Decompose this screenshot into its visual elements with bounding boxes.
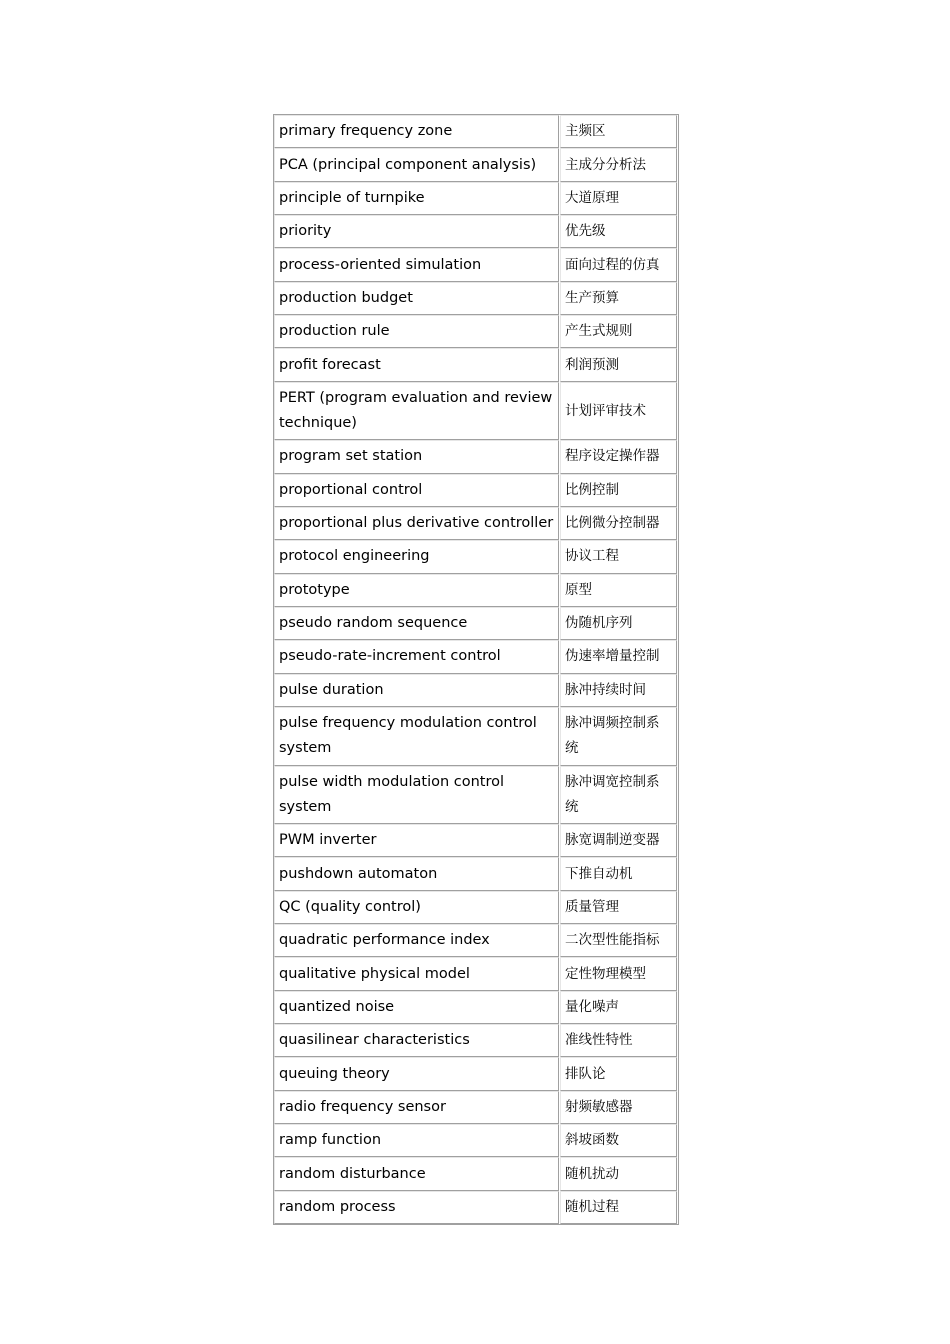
table-row [274,1191,678,1224]
table-row [274,707,678,766]
term-chinese: 准线性特性 [560,1024,677,1057]
term-english: pseudo-rate-increment control [274,640,559,673]
term-english: profit forecast [274,348,559,381]
term-chinese: 优先级 [560,215,677,248]
term-chinese: 射频敏感器 [560,1091,677,1124]
glossary-table [273,114,679,1225]
term-chinese: 利润预测 [560,348,677,381]
table-row [274,507,678,540]
term-chinese: 面向过程的仿真 [560,248,677,281]
term-chinese: 大道原理 [560,182,677,215]
term-english: radio frequency sensor [274,1091,559,1124]
term-english: QC (quality control) [274,891,559,924]
term-chinese: 随机扰动 [560,1157,677,1190]
term-english: priority [274,215,559,248]
term-chinese: 主成分分析法 [560,148,677,181]
term-chinese: 斜坡函数 [560,1124,677,1157]
table-row [274,607,678,640]
term-english: ramp function [274,1124,559,1157]
term-chinese: 伪速率增量控制 [560,640,677,673]
term-english: random disturbance [274,1157,559,1190]
term-english: quasilinear characteristics [274,1024,559,1057]
term-chinese: 二次型性能指标 [560,924,677,957]
term-chinese: 随机过程 [560,1191,677,1224]
term-english: principle of turnpike [274,182,559,215]
table-row [274,674,678,707]
term-chinese: 脉冲调频控制系统 [560,707,677,766]
term-chinese: 主频区 [560,115,677,148]
table-row [274,282,678,315]
table-row [274,640,678,673]
table-row [274,115,678,148]
term-chinese: 程序设定操作器 [560,440,677,473]
term-chinese: 原型 [560,574,677,607]
table-row [274,891,678,924]
term-english: process-oriented simulation [274,248,559,281]
table-row [274,248,678,281]
term-english: prototype [274,574,559,607]
term-chinese: 排队论 [560,1057,677,1090]
table-row [274,348,678,381]
table-row [274,1024,678,1057]
term-english: proportional plus derivative controller [274,507,559,540]
term-english: PERT (program evaluation and review technique) [274,382,559,441]
term-english: queuing theory [274,1057,559,1090]
table-row [274,315,678,348]
term-english: program set station [274,440,559,473]
term-chinese: 脉宽调制逆变器 [560,824,677,857]
term-chinese: 脉冲持续时间 [560,674,677,707]
table-row [274,857,678,890]
table-row [274,766,678,825]
term-english: random process [274,1191,559,1224]
table-row [274,540,678,573]
term-english: quadratic performance index [274,924,559,957]
table-row [274,1057,678,1090]
table-row [274,991,678,1024]
table-row [274,824,678,857]
table-row [274,474,678,507]
table-row [274,148,678,181]
term-chinese: 下推自动机 [560,857,677,890]
term-english: pulse frequency modulation control system [274,707,559,766]
term-english: production rule [274,315,559,348]
table-row [274,574,678,607]
table-row [274,182,678,215]
term-chinese: 产生式规则 [560,315,677,348]
term-english: PWM inverter [274,824,559,857]
term-chinese: 定性物理模型 [560,957,677,990]
term-english: pulse width modulation control system [274,766,559,825]
term-english: qualitative physical model [274,957,559,990]
term-english: pulse duration [274,674,559,707]
term-chinese: 比例控制 [560,474,677,507]
term-english: quantized noise [274,991,559,1024]
term-chinese: 生产预算 [560,282,677,315]
table-row [274,440,678,473]
term-chinese: 脉冲调宽控制系统 [560,766,677,825]
table-row [274,1157,678,1190]
term-chinese: 量化噪声 [560,991,677,1024]
term-chinese: 比例微分控制器 [560,507,677,540]
term-english: primary frequency zone [274,115,559,148]
table-row [274,1091,678,1124]
table-row [274,215,678,248]
term-english: PCA (principal component analysis) [274,148,559,181]
term-english: pushdown automaton [274,857,559,890]
table-row [274,382,678,441]
term-chinese: 质量管理 [560,891,677,924]
term-chinese: 协议工程 [560,540,677,573]
term-english: proportional control [274,474,559,507]
term-chinese: 计划评审技术 [560,382,677,441]
table-row [274,957,678,990]
table-row [274,1124,678,1157]
term-english: protocol engineering [274,540,559,573]
term-chinese: 伪随机序列 [560,607,677,640]
term-english: production budget [274,282,559,315]
table-row [274,924,678,957]
term-english: pseudo random sequence [274,607,559,640]
